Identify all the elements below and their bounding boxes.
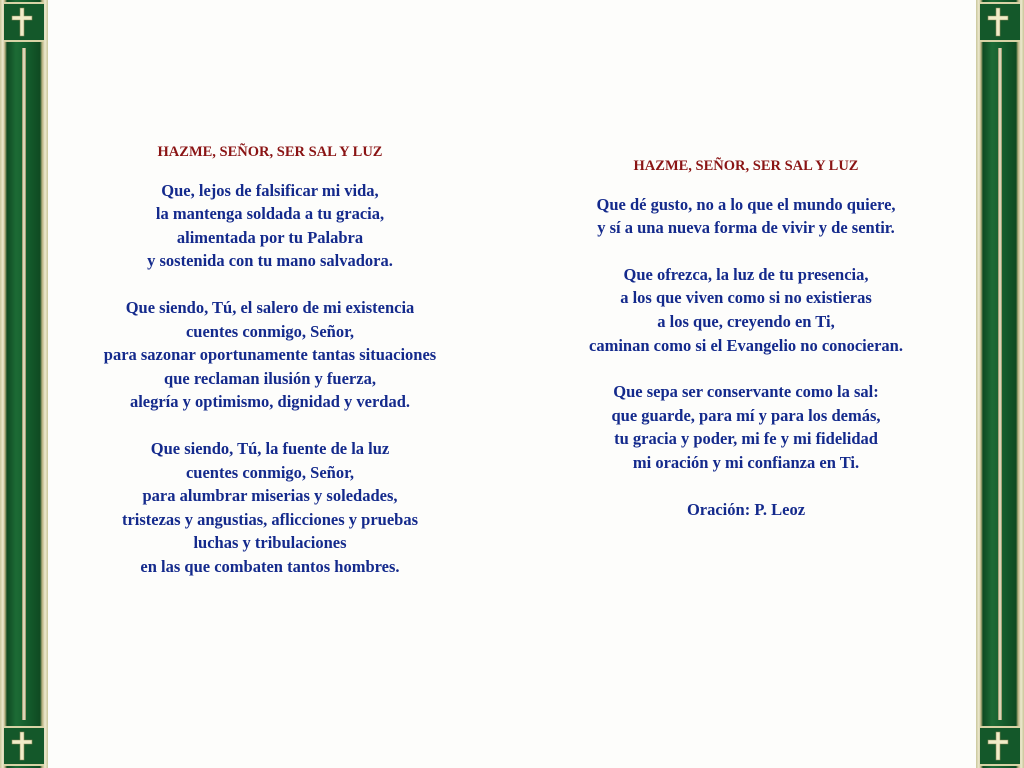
poem-line: Que siendo, Tú, el salero de mi existencia xyxy=(125,297,415,317)
poem-line: mi oración y mi confianza en Ti. xyxy=(632,452,860,472)
poem-line: tu gracia y poder, mi fe y mi fidelidad xyxy=(614,429,878,449)
poem-line: alimentada por tu Palabra xyxy=(176,227,364,247)
stanza xyxy=(60,437,480,579)
cross-icon xyxy=(980,2,1020,42)
poem-line: para alumbrar miserias y soledades, xyxy=(142,486,398,506)
poem-line: la mantenga soldada a tu gracia, xyxy=(155,204,385,224)
poem-line: cuentes conmigo, Señor, xyxy=(185,321,355,341)
stanza xyxy=(60,296,480,414)
poem-line: alegría y optimismo, dignidad y verdad. xyxy=(129,392,411,412)
poem-line: que guarde, para mí y para los demás, xyxy=(611,405,881,425)
poem-line: cuentes conmigo, Señor, xyxy=(185,462,355,482)
poem-line: Que dé gusto, no a lo que el mundo quiere, xyxy=(596,194,896,214)
poem-title: HAZME, SEÑOR, SER SAL Y LUZ xyxy=(157,144,383,160)
poem-line: Que ofrezca, la luz de tu presencia, xyxy=(623,264,869,284)
stanza xyxy=(60,179,480,273)
poem-line: y sostenida con tu mano salvadora. xyxy=(147,251,393,271)
poem-line: a los que viven como si no existieras xyxy=(620,288,872,308)
cross-icon xyxy=(4,2,44,42)
poem-column-left xyxy=(60,141,480,602)
poem-line: tristezas y angustias, aflicciones y pruebas xyxy=(121,509,419,529)
poem-line: luchas y tribulaciones xyxy=(193,533,347,553)
poem-column-right xyxy=(536,155,956,521)
poem-line: que reclaman ilusión y fuerza, xyxy=(164,368,376,388)
signature: Oración: P. Leoz xyxy=(686,499,806,519)
cross-icon xyxy=(980,726,1020,766)
poem-line: a los que, creyendo en Ti, xyxy=(657,311,835,331)
poem-line: caminan como si el Evangelio no conocieran. xyxy=(589,335,903,355)
poem-line: para sazonar oportunamente tantas situaciones xyxy=(103,345,437,365)
poem-line: Que sepa ser conservante como la sal: xyxy=(613,382,879,402)
stanza xyxy=(536,193,956,240)
stanza xyxy=(536,263,956,357)
left-border xyxy=(0,0,48,768)
poem-title: HAZME, SEÑOR, SER SAL Y LUZ xyxy=(633,158,859,174)
poem-line: Que siendo, Tú, la fuente de la luz xyxy=(150,438,390,458)
poem-line: y sí a una nueva forma de vivir y de sentir. xyxy=(597,218,895,238)
poem-line: Que, lejos de falsificar mi vida, xyxy=(161,180,379,200)
cross-icon xyxy=(4,726,44,766)
poem-line: en las que combaten tantos hombres. xyxy=(140,556,400,576)
right-border xyxy=(976,0,1024,768)
stanza xyxy=(536,380,956,474)
